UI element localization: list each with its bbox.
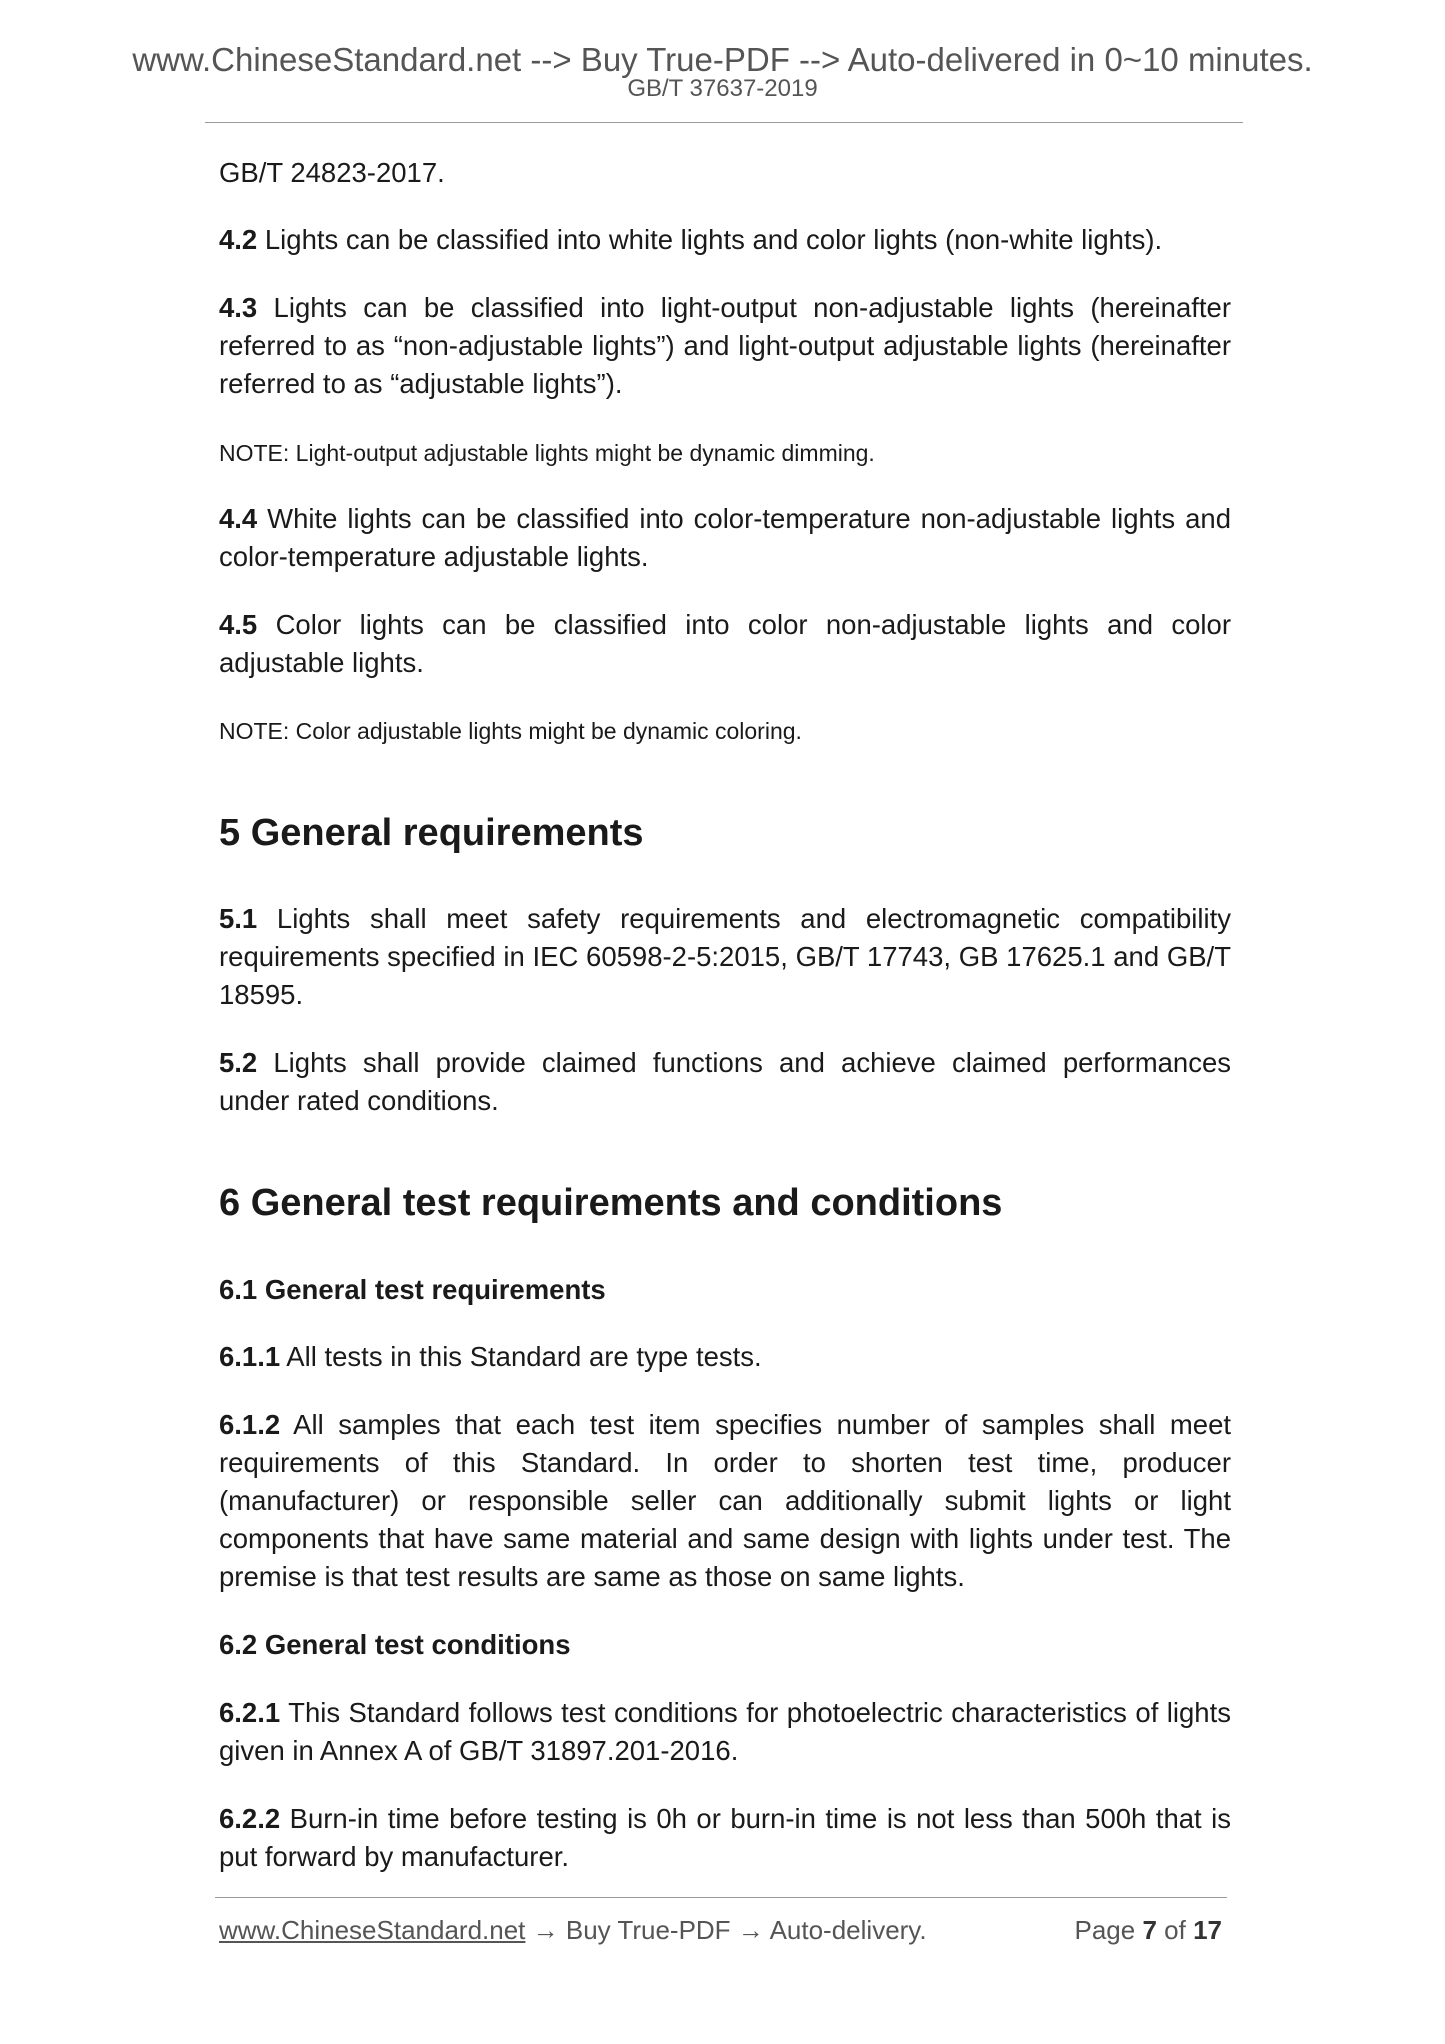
- clause-number: 6.1.1: [219, 1341, 281, 1372]
- section-5-heading: 5 General requirements: [219, 812, 644, 854]
- clause-text: Lights shall provide claimed functions and achieve claimed performances under rated conditions.: [219, 1047, 1231, 1116]
- note-dynamic-coloring: NOTE: Color adjustable lights might be dynamic coloring.: [219, 718, 802, 744]
- clause-number: 4.5: [219, 609, 258, 640]
- clause-text: White lights can be classified into color-temperature non-adjustable lights and color-temperature adjustable lights.: [219, 503, 1231, 572]
- clause-number: 5.2: [219, 1047, 258, 1078]
- subsection-6-1-heading: 6.1 General test requirements: [219, 1274, 606, 1305]
- clause-6-1-1: [219, 1338, 1231, 1376]
- page-label: Page: [1074, 1915, 1136, 1945]
- clause-number: 6.2.1: [219, 1697, 281, 1728]
- clause-text: This Standard follows test conditions for photoelectric characteristics of lights given in Annex A of GB/T 31897.201-2016.: [219, 1697, 1231, 1766]
- clause-text: Color lights can be classified into color non-adjustable lights and color adjustable lights.: [219, 609, 1231, 678]
- clause-number: 6.2.2: [219, 1803, 281, 1834]
- clause-number: 4.3: [219, 292, 258, 323]
- footer-divider: [215, 1897, 1227, 1898]
- top-banner: www.ChineseStandard.net --> Buy True-PDF --> Auto-delivered in 0~10 minutes.: [132, 41, 1313, 78]
- clause-number: 5.1: [219, 903, 258, 934]
- clause-5-2: [219, 1044, 1231, 1120]
- site-link[interactable]: www.ChineseStandard.net: [219, 1915, 526, 1945]
- clause-text: Lights can be classified into light-output non-adjustable lights (hereinafter referred to as “non-adjustable lights”) and light-output adjustable lights (hereinafter referred to as “adjustable lights”).: [219, 292, 1231, 399]
- subsection-6-2-heading: 6.2 General test conditions: [219, 1629, 571, 1660]
- clause-number: 6.1.2: [219, 1409, 281, 1440]
- clause-text: All samples that each test item specifies number of samples shall meet requirements of this Standard. In order to shorten test time, producer (manufacturer) or responsible seller can additionally submit lights or light components that have same material and same design with lights under test. The premise is that test results are same as those on same lights.: [219, 1409, 1231, 1592]
- page-total: 17: [1193, 1915, 1222, 1945]
- clause-text: All tests in this Standard are type tests.: [280, 1341, 762, 1372]
- footer-promo-text: → Buy True-PDF → Auto-delivery.: [525, 1915, 927, 1945]
- continued-reference-text: GB/T 24823-2017.: [219, 157, 445, 188]
- note-dynamic-dimming: NOTE: Light-output adjustable lights might be dynamic dimming.: [219, 440, 875, 466]
- clause-6-2-1: [219, 1694, 1231, 1770]
- footer-promo: [219, 1913, 927, 1947]
- of-label: of: [1164, 1915, 1186, 1945]
- clause-4-2: [219, 221, 1231, 259]
- clause-4-3: [219, 289, 1231, 403]
- header-divider: [205, 122, 1243, 123]
- clause-6-2-2: [219, 1800, 1231, 1876]
- clause-4-5: [219, 606, 1231, 682]
- clause-text: Lights shall meet safety requirements and electromagnetic compatibility requirements specified in IEC 60598-2-5:2015, GB/T 17743, GB 17625.1 and GB/T 18595.: [219, 903, 1231, 1010]
- page-number: 7: [1142, 1915, 1157, 1945]
- section-6-heading: 6 General test requirements and conditions: [219, 1182, 1003, 1224]
- clause-6-1-2: [219, 1406, 1231, 1596]
- clause-text: Lights can be classified into white lights and color lights (non-white lights).: [257, 224, 1163, 255]
- clause-5-1: [219, 900, 1231, 1014]
- clause-number: 4.4: [219, 503, 258, 534]
- page-indicator: [1074, 1913, 1222, 1947]
- clause-number: 4.2: [219, 224, 258, 255]
- clause-4-4: [219, 500, 1231, 576]
- standard-code-header: GB/T 37637-2019: [627, 75, 818, 102]
- clause-text: Burn-in time before testing is 0h or burn-in time is not less than 500h that is put forward by manufacturer.: [219, 1803, 1231, 1872]
